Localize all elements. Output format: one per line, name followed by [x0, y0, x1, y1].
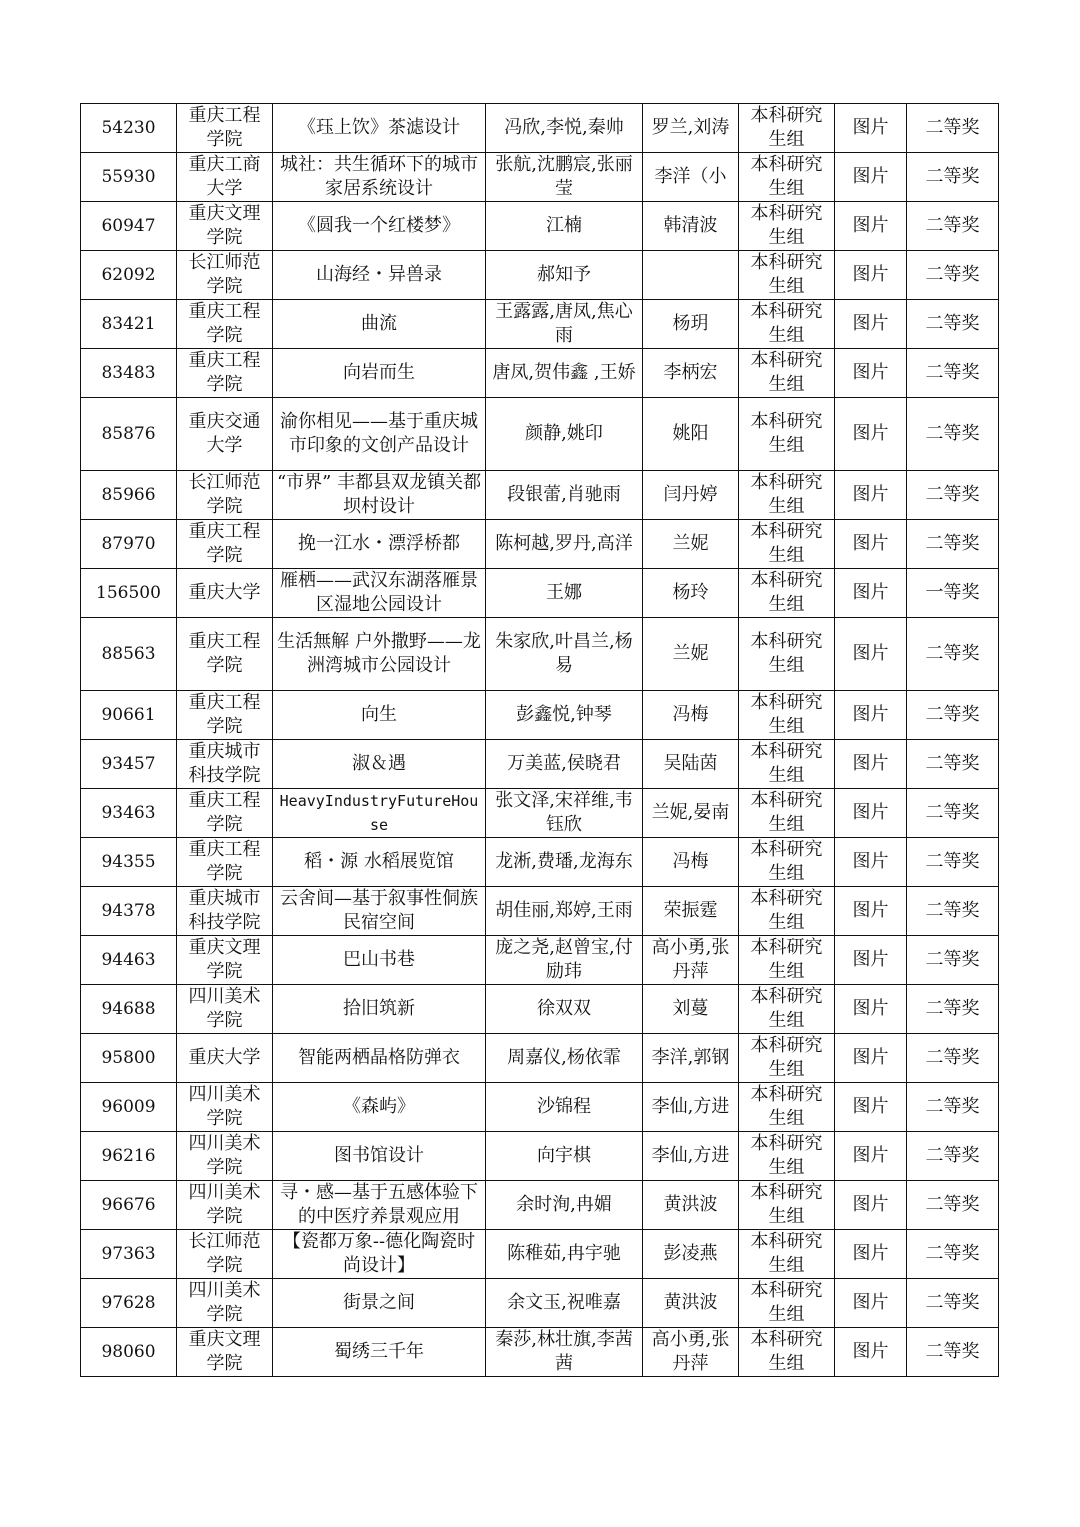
cell-school: 四川美术学院: [177, 1279, 273, 1328]
cell-group: 本科研究生组: [739, 398, 835, 471]
cell-group: 本科研究生组: [739, 153, 835, 202]
cell-entry-id: 87970: [81, 520, 177, 569]
cell-authors: 万美蓝,侯晓君: [486, 740, 643, 789]
cell-work-title: 巴山书巷: [273, 936, 486, 985]
cell-school: 重庆城市科技学院: [177, 740, 273, 789]
cell-authors: 向宇棋: [486, 1132, 643, 1181]
cell-entry-id: 156500: [81, 569, 177, 618]
cell-entry-id: 90661: [81, 691, 177, 740]
table-row: [81, 1328, 999, 1377]
cell-school: 长江师范学院: [177, 471, 273, 520]
cell-advisor: 杨玲: [643, 569, 739, 618]
table-row: [81, 789, 999, 838]
cell-award: 二等奖: [907, 300, 999, 349]
table-row: [81, 887, 999, 936]
cell-advisor: 兰妮: [643, 618, 739, 691]
cell-school: 重庆工程学院: [177, 838, 273, 887]
cell-advisor: 李仙,方进: [643, 1083, 739, 1132]
cell-award: 二等奖: [907, 618, 999, 691]
cell-award: 二等奖: [907, 398, 999, 471]
cell-authors: 余时洵,冉媚: [486, 1181, 643, 1230]
cell-award: 二等奖: [907, 1181, 999, 1230]
cell-group: 本科研究生组: [739, 1132, 835, 1181]
cell-school: 重庆工程学院: [177, 300, 273, 349]
cell-category: 图片: [835, 1083, 907, 1132]
cell-advisor: 黄洪波: [643, 1279, 739, 1328]
cell-category: 图片: [835, 1279, 907, 1328]
cell-work-title: 淑＆遇: [273, 740, 486, 789]
cell-award: 二等奖: [907, 520, 999, 569]
cell-award: 二等奖: [907, 1034, 999, 1083]
cell-authors: 胡佳丽,郑婷,王雨: [486, 887, 643, 936]
cell-advisor: 荣振霆: [643, 887, 739, 936]
table-row: [81, 1181, 999, 1230]
table-row: [81, 520, 999, 569]
cell-work-title: 智能两栖晶格防弹衣: [273, 1034, 486, 1083]
cell-work-title: 云舍间—基于叙事性侗族民宿空间: [273, 887, 486, 936]
table-row: [81, 618, 999, 691]
cell-category: 图片: [835, 1181, 907, 1230]
table-row: [81, 202, 999, 251]
cell-award: 二等奖: [907, 349, 999, 398]
cell-advisor: 刘蔓: [643, 985, 739, 1034]
cell-category: 图片: [835, 789, 907, 838]
cell-authors: 周嘉仪,杨依霏: [486, 1034, 643, 1083]
cell-award: 二等奖: [907, 1132, 999, 1181]
cell-work-title: 《森屿》: [273, 1083, 486, 1132]
cell-group: 本科研究生组: [739, 887, 835, 936]
cell-school: 重庆工程学院: [177, 618, 273, 691]
cell-advisor: 李柄宏: [643, 349, 739, 398]
cell-entry-id: 55930: [81, 153, 177, 202]
cell-award: 二等奖: [907, 740, 999, 789]
cell-group: 本科研究生组: [739, 985, 835, 1034]
cell-work-title: 挽一江水・漂浮桥都: [273, 520, 486, 569]
cell-award: 二等奖: [907, 1083, 999, 1132]
cell-school: 重庆文理学院: [177, 936, 273, 985]
cell-award: 二等奖: [907, 251, 999, 300]
cell-category: 图片: [835, 1230, 907, 1279]
cell-work-title: 蜀绣三千年: [273, 1328, 486, 1377]
cell-entry-id: 97628: [81, 1279, 177, 1328]
cell-entry-id: 83483: [81, 349, 177, 398]
cell-work-title: 向生: [273, 691, 486, 740]
cell-group: 本科研究生组: [739, 251, 835, 300]
cell-category: 图片: [835, 520, 907, 569]
cell-group: 本科研究生组: [739, 202, 835, 251]
cell-award: 二等奖: [907, 838, 999, 887]
table-row: [81, 985, 999, 1034]
cell-school: 重庆交通大学: [177, 398, 273, 471]
cell-authors: 庞之尧,赵曾宝,付励玮: [486, 936, 643, 985]
cell-authors: 陈柯越,罗丹,高洋: [486, 520, 643, 569]
cell-group: 本科研究生组: [739, 1083, 835, 1132]
cell-entry-id: 94688: [81, 985, 177, 1034]
cell-work-title: 寻・感—基于五感体验下的中医疗养景观应用: [273, 1181, 486, 1230]
cell-category: 图片: [835, 740, 907, 789]
cell-school: 重庆工商大学: [177, 153, 273, 202]
cell-authors: 段银蕾,肖驰雨: [486, 471, 643, 520]
cell-advisor: 冯梅: [643, 838, 739, 887]
cell-entry-id: 96216: [81, 1132, 177, 1181]
cell-school: 重庆工程学院: [177, 789, 273, 838]
cell-group: 本科研究生组: [739, 569, 835, 618]
cell-authors: 龙淅,费璠,龙海东: [486, 838, 643, 887]
cell-group: 本科研究生组: [739, 789, 835, 838]
cell-group: 本科研究生组: [739, 1034, 835, 1083]
table-row: [81, 740, 999, 789]
cell-work-title: 曲流: [273, 300, 486, 349]
cell-school: 四川美术学院: [177, 985, 273, 1034]
cell-school: 重庆城市科技学院: [177, 887, 273, 936]
cell-category: 图片: [835, 838, 907, 887]
cell-school: 四川美术学院: [177, 1132, 273, 1181]
cell-award: 二等奖: [907, 789, 999, 838]
cell-work-title: 《圆我一个红楼梦》: [273, 202, 486, 251]
cell-work-title: 渝你相见——基于重庆城市印象的文创产品设计: [273, 398, 486, 471]
cell-entry-id: 60947: [81, 202, 177, 251]
cell-entry-id: 94355: [81, 838, 177, 887]
cell-entry-id: 85966: [81, 471, 177, 520]
table-row: [81, 251, 999, 300]
cell-category: 图片: [835, 1328, 907, 1377]
cell-authors: 徐双双: [486, 985, 643, 1034]
cell-authors: 彭鑫悦,钟琴: [486, 691, 643, 740]
cell-award: 二等奖: [907, 985, 999, 1034]
cell-authors: 朱家欣,叶昌兰,杨易: [486, 618, 643, 691]
cell-category: 图片: [835, 618, 907, 691]
table-row: [81, 471, 999, 520]
cell-entry-id: 93457: [81, 740, 177, 789]
cell-work-title: 山海经・异兽录: [273, 251, 486, 300]
table-row: [81, 1279, 999, 1328]
cell-entry-id: 88563: [81, 618, 177, 691]
cell-work-title: 【瓷都万象--德化陶瓷时尚设计】: [273, 1230, 486, 1279]
cell-advisor: 罗兰,刘涛: [643, 104, 739, 153]
cell-school: 重庆工程学院: [177, 349, 273, 398]
cell-group: 本科研究生组: [739, 618, 835, 691]
cell-group: 本科研究生组: [739, 936, 835, 985]
table-row: [81, 838, 999, 887]
cell-advisor: 李洋,郭钢: [643, 1034, 739, 1083]
cell-advisor: 闫丹婷: [643, 471, 739, 520]
cell-award: 二等奖: [907, 887, 999, 936]
cell-work-title: 街景之间: [273, 1279, 486, 1328]
cell-advisor: 杨玥: [643, 300, 739, 349]
cell-group: 本科研究生组: [739, 471, 835, 520]
cell-group: 本科研究生组: [739, 104, 835, 153]
cell-entry-id: 93463: [81, 789, 177, 838]
cell-work-title: 向岩而生: [273, 349, 486, 398]
cell-category: 图片: [835, 104, 907, 153]
cell-authors: 郝知予: [486, 251, 643, 300]
cell-entry-id: 96676: [81, 1181, 177, 1230]
cell-category: 图片: [835, 349, 907, 398]
cell-authors: 王娜: [486, 569, 643, 618]
cell-group: 本科研究生组: [739, 838, 835, 887]
cell-school: 重庆工程学院: [177, 104, 273, 153]
cell-advisor: 吴陆茵: [643, 740, 739, 789]
cell-advisor: 高小勇,张丹萍: [643, 1328, 739, 1377]
cell-group: 本科研究生组: [739, 1181, 835, 1230]
cell-category: 图片: [835, 691, 907, 740]
cell-category: 图片: [835, 1132, 907, 1181]
cell-work-title: 城社：共生循环下的城市家居系统设计: [273, 153, 486, 202]
cell-entry-id: 95800: [81, 1034, 177, 1083]
table-row: [81, 1230, 999, 1279]
cell-entry-id: 62092: [81, 251, 177, 300]
cell-entry-id: 83421: [81, 300, 177, 349]
table-row: [81, 1034, 999, 1083]
table-row: [81, 1083, 999, 1132]
cell-category: 图片: [835, 936, 907, 985]
table-row: [81, 691, 999, 740]
cell-advisor: 韩清波: [643, 202, 739, 251]
cell-advisor: 兰妮,晏南: [643, 789, 739, 838]
cell-advisor: 彭凌燕: [643, 1230, 739, 1279]
cell-work-title: 《珏上饮》茶滤设计: [273, 104, 486, 153]
cell-authors: 秦莎,林壮旗,李茜茜: [486, 1328, 643, 1377]
cell-category: 图片: [835, 251, 907, 300]
table-row: [81, 349, 999, 398]
cell-award: 二等奖: [907, 153, 999, 202]
cell-authors: 江楠: [486, 202, 643, 251]
cell-award: 二等奖: [907, 471, 999, 520]
cell-school: 重庆文理学院: [177, 1328, 273, 1377]
table-row: [81, 398, 999, 471]
cell-work-title: “市界” 丰都县双龙镇关都坝村设计: [273, 471, 486, 520]
cell-entry-id: 94463: [81, 936, 177, 985]
cell-category: 图片: [835, 300, 907, 349]
cell-group: 本科研究生组: [739, 740, 835, 789]
cell-work-title: 生活無解 户外撒野——龙洲湾城市公园设计: [273, 618, 486, 691]
cell-work-title: 拾旧筑新: [273, 985, 486, 1034]
cell-work-title: 稻・源 水稻展览馆: [273, 838, 486, 887]
cell-authors: 冯欣,李悦,秦帅: [486, 104, 643, 153]
cell-authors: 王露露,唐凤,焦心雨: [486, 300, 643, 349]
cell-group: 本科研究生组: [739, 1328, 835, 1377]
cell-school: 重庆大学: [177, 1034, 273, 1083]
cell-award: 一等奖: [907, 569, 999, 618]
cell-entry-id: 54230: [81, 104, 177, 153]
cell-group: 本科研究生组: [739, 691, 835, 740]
cell-advisor: 高小勇,张丹萍: [643, 936, 739, 985]
cell-school: 重庆工程学院: [177, 520, 273, 569]
cell-advisor: [643, 251, 739, 300]
cell-work-title: HeavyIndustryFutureHouse: [273, 789, 486, 838]
cell-group: 本科研究生组: [739, 1230, 835, 1279]
cell-advisor: 姚阳: [643, 398, 739, 471]
cell-work-title: 雁栖——武汉东湖落雁景区湿地公园设计: [273, 569, 486, 618]
cell-school: 四川美术学院: [177, 1083, 273, 1132]
table-row: [81, 300, 999, 349]
cell-authors: 沙锦程: [486, 1083, 643, 1132]
cell-category: 图片: [835, 985, 907, 1034]
cell-award: 二等奖: [907, 1279, 999, 1328]
cell-advisor: 李洋（小: [643, 153, 739, 202]
cell-advisor: 冯梅: [643, 691, 739, 740]
cell-advisor: 李仙,方进: [643, 1132, 739, 1181]
cell-group: 本科研究生组: [739, 300, 835, 349]
cell-school: 重庆工程学院: [177, 691, 273, 740]
cell-award: 二等奖: [907, 1230, 999, 1279]
cell-work-title: 图书馆设计: [273, 1132, 486, 1181]
table-row: [81, 936, 999, 985]
cell-authors: 陈稚茹,冉宇驰: [486, 1230, 643, 1279]
table-row: [81, 104, 999, 153]
cell-entry-id: 97363: [81, 1230, 177, 1279]
cell-category: 图片: [835, 153, 907, 202]
cell-category: 图片: [835, 569, 907, 618]
cell-category: 图片: [835, 1034, 907, 1083]
cell-category: 图片: [835, 398, 907, 471]
cell-award: 二等奖: [907, 691, 999, 740]
cell-authors: 张文泽,宋祥维,韦钰欣: [486, 789, 643, 838]
cell-school: 长江师范学院: [177, 251, 273, 300]
cell-group: 本科研究生组: [739, 349, 835, 398]
cell-entry-id: 94378: [81, 887, 177, 936]
cell-award: 二等奖: [907, 1328, 999, 1377]
cell-entry-id: 98060: [81, 1328, 177, 1377]
cell-group: 本科研究生组: [739, 520, 835, 569]
cell-authors: 颜静,姚印: [486, 398, 643, 471]
cell-school: 四川美术学院: [177, 1181, 273, 1230]
cell-school: 长江师范学院: [177, 1230, 273, 1279]
cell-award: 二等奖: [907, 202, 999, 251]
awards-table: [80, 103, 999, 1377]
cell-entry-id: 85876: [81, 398, 177, 471]
table-row: [81, 569, 999, 618]
cell-category: 图片: [835, 471, 907, 520]
cell-award: 二等奖: [907, 936, 999, 985]
cell-authors: 唐凤,贺伟鑫 ,王娇: [486, 349, 643, 398]
cell-authors: 余文玉,祝唯嘉: [486, 1279, 643, 1328]
cell-advisor: 黄洪波: [643, 1181, 739, 1230]
cell-school: 重庆文理学院: [177, 202, 273, 251]
cell-category: 图片: [835, 887, 907, 936]
table-body: [81, 104, 999, 1377]
cell-group: 本科研究生组: [739, 1279, 835, 1328]
cell-award: 二等奖: [907, 104, 999, 153]
table-row: [81, 153, 999, 202]
cell-authors: 张航,沈鹏宸,张丽莹: [486, 153, 643, 202]
table-row: [81, 1132, 999, 1181]
cell-category: 图片: [835, 202, 907, 251]
cell-entry-id: 96009: [81, 1083, 177, 1132]
cell-school: 重庆大学: [177, 569, 273, 618]
cell-advisor: 兰妮: [643, 520, 739, 569]
